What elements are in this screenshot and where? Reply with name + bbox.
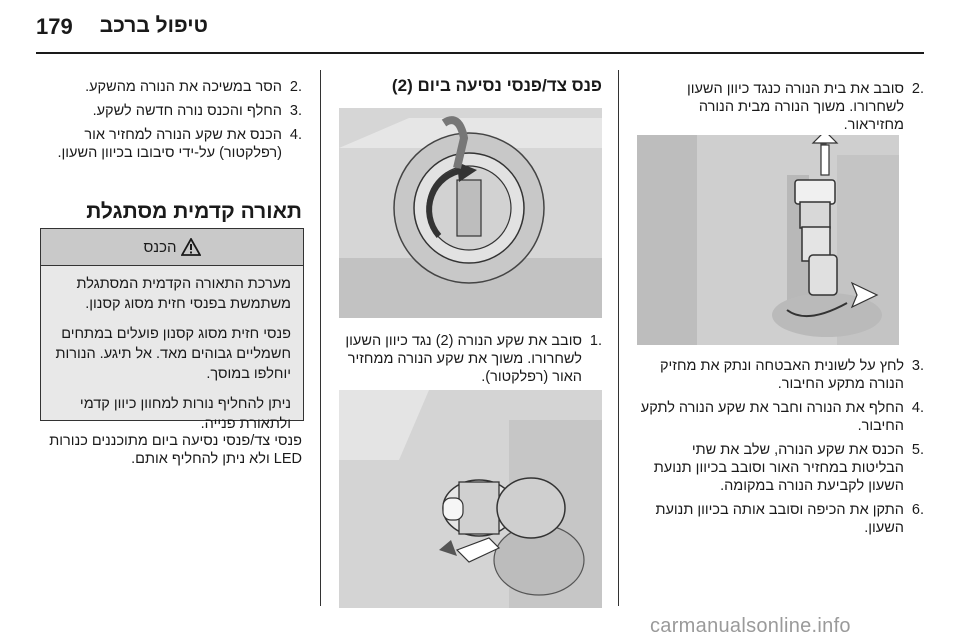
- step-text: התקן את הכיפה וסובב אותה בכיוון תנועת השעון.: [655, 502, 904, 536]
- step-number: .5: [911, 442, 924, 458]
- bulb-holder-removal-photo: [637, 135, 899, 345]
- step-number: .3: [289, 103, 302, 119]
- page-header-title: טיפול ברכב: [99, 14, 208, 37]
- step-number: .4: [911, 400, 924, 416]
- warning-paragraph: מערכת התאורה הקדמית המסתגלת משתמשת בפנסי חזית מסוג קסנון.: [76, 276, 291, 312]
- page-number: 179: [36, 14, 73, 39]
- step-number: .3: [911, 358, 924, 374]
- step-text: לחץ על לשונית האבטחה ונתק את מחזיק הנורה מתקע החיבור.: [659, 358, 904, 392]
- step-item: [636, 441, 924, 495]
- warning-box: [40, 228, 304, 432]
- column-divider-right: [618, 70, 619, 606]
- warning-body: [41, 266, 303, 452]
- side-light-bulb-photo: [339, 390, 602, 608]
- step-text: החלף והכנס נורה חדשה לשקע.: [92, 103, 282, 119]
- step-number: .6: [911, 502, 924, 518]
- step-item: [36, 78, 302, 96]
- header-rule: [36, 52, 924, 54]
- warning-triangle-icon: [181, 238, 201, 256]
- section-title-side-lights: פנס צד/פנסי נסיעה ביום (2): [391, 76, 602, 95]
- step-text: הכנס את שקע הנורה, שלב את שתי הבליטות במחזיר האור וסובב בכיוון תנועת השעון לקביעת הנורה במקומה.: [653, 442, 904, 494]
- side-light-socket-photo: [339, 108, 602, 318]
- step-text: הכנס את שקע הנורה למחזיר אור (רפלקטור) על-ידי סיבובו בכיוון השעון.: [57, 127, 282, 161]
- step-item: [636, 399, 924, 435]
- step-number: .1: [589, 333, 602, 349]
- step-text: הסר במשיכה את הנורה מהשקע.: [85, 79, 282, 95]
- step-item: [338, 332, 602, 386]
- section-title-adaptive-headlights: תאורה קדמית מסתגלת: [86, 200, 302, 223]
- led-note: פנסי צד/פנסי נסיעה ביום מתוכננים כנורות LED ולא ניתן להחליף אותם.: [49, 433, 302, 467]
- step-text: סובב את שקע הנורה (2) נגד כיוון השעון לשחרורו. משוך את שקע הנורה ממחזיר האור (רפלקטור).: [345, 333, 582, 385]
- middle-column-steps: [338, 332, 602, 392]
- step-text: סובב את בית הנורה כנגד כיוון השעון לשחרורו. משוך הנורה מבית הנורה מחזיראור.: [686, 81, 904, 133]
- warning-paragraph: פנסי חזית מסוג קסנון פועלים במתחים חשמליים גבוהים מאד. אל תיגע. הנורות יוחלפו במוסך.: [55, 326, 291, 382]
- warning-paragraph: ניתן להחליף נורות למחוון כיוון קדמי ולתאורת פנייה.: [79, 396, 291, 432]
- step-number: .2: [289, 79, 302, 95]
- footer-watermark-url: carmanualsonline.info: [650, 615, 851, 637]
- step-item: [636, 501, 924, 537]
- step-text: החלף את הנורה וחבר את שקע הנורה לתקע החיבור.: [640, 400, 904, 434]
- warning-label: הכנס: [143, 238, 177, 256]
- step-item: [36, 126, 302, 162]
- warning-header: [41, 229, 303, 266]
- column-divider-left: [320, 70, 321, 606]
- step-item: [36, 102, 302, 120]
- step-number: .4: [289, 127, 302, 143]
- step-item: [636, 357, 924, 393]
- right-column-top: [636, 80, 924, 140]
- step-item: [636, 80, 924, 134]
- left-column-steps: [36, 78, 302, 168]
- step-number: .2: [911, 81, 924, 97]
- right-column-steps: [636, 357, 924, 543]
